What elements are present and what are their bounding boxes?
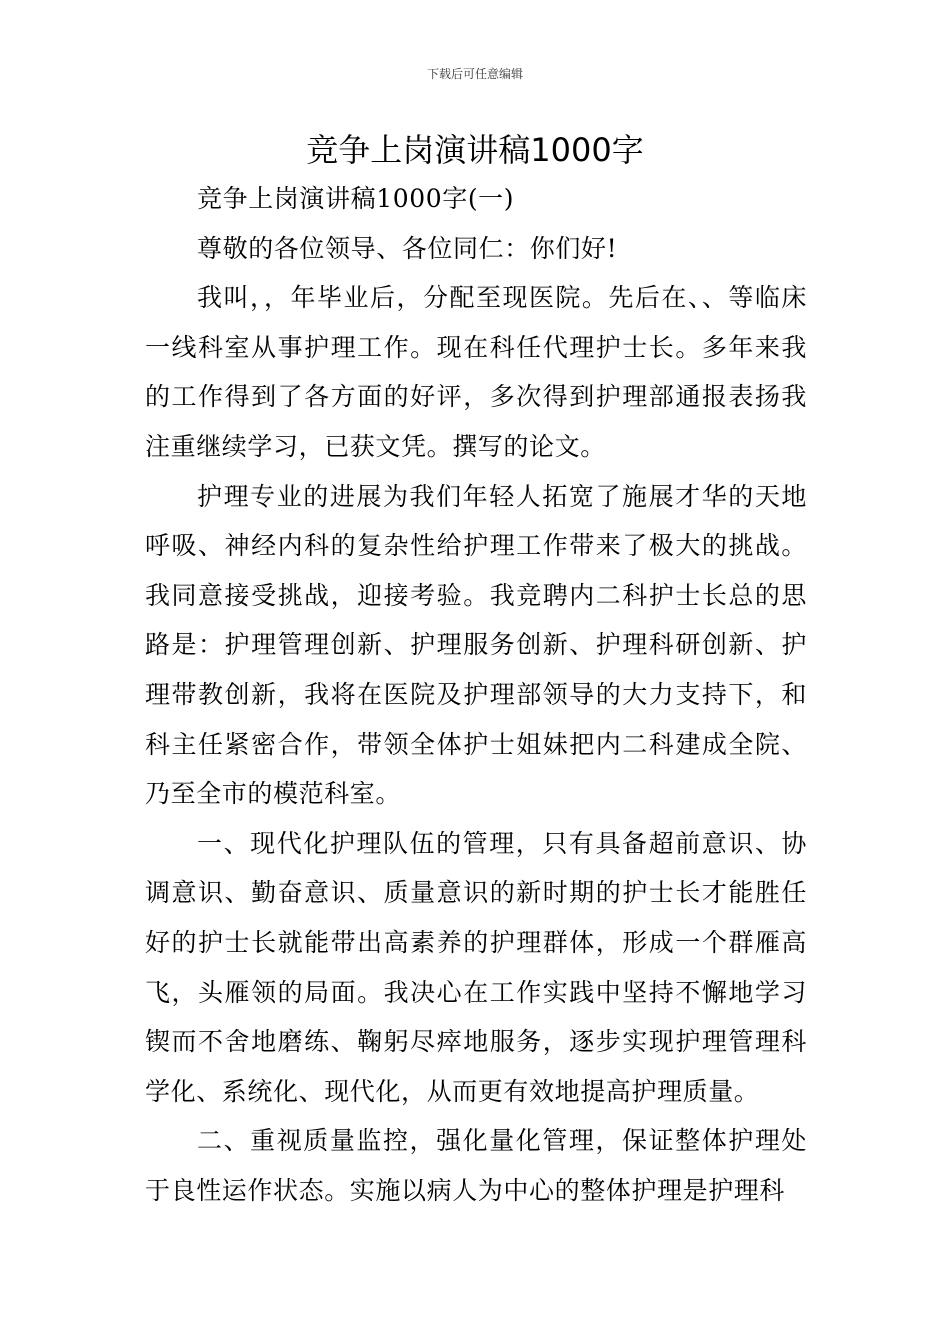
paragraph-vision: 护理专业的进展为我们年轻人拓宽了施展才华的天地呼吸、神经内科的复杂性给护理工作带来了极大的挑战。我同意接受挑战，迎接考验。我竞聘内二科护士长总的思路是：护理管理创新、护理服务创新、护理科研创新、护理带教创新，我将在医院及护理部领导的大力支持下，和科主任紧密合作，带领全体护士姐妹把内二科建成全院、乃至全市的模范科室。 bbox=[145, 481, 807, 809]
paragraph-introduction: 我叫，，年毕业后，分配至现医院。先后在、、等临床一线科室从事护理工作。现在科任代理护士长。多年来我的工作得到了各方面的好评，多次得到护理部通报表扬我注重继续学习，已获文凭。撰写的论文。 bbox=[145, 283, 807, 461]
document-body bbox=[145, 174, 807, 1215]
paragraph-point-one: 一、现代化护理队伍的管理，只有具备超前意识、协调意识、勤奋意识、质量意识的新时期的护士长才能胜任好的护士长就能带出高素养的护理群体，形成一个群雁高飞，头雁领的局面。我决心在工作实践中坚持不懈地学习锲而不舍地磨练、鞠躬尽瘁地服务，逐步实现护理管理科学化、系统化、现代化，从而更有效地提高护理质量。 bbox=[145, 828, 807, 1106]
paragraph-point-two: 二、重视质量监控，强化量化管理，保证整体护理处于良性运作状态。实施以病人为中心的整体护理是护理科 bbox=[145, 1126, 807, 1205]
document-title: 竞争上岗演讲稿1000字 bbox=[306, 131, 644, 169]
download-note: 下载后可任意编辑 bbox=[426, 67, 523, 81]
paragraph-subtitle: 竞争上岗演讲稿1000字(一) bbox=[197, 184, 515, 213]
paragraph-greeting: 尊敬的各位领导、各位同仁：你们好! bbox=[197, 233, 618, 263]
